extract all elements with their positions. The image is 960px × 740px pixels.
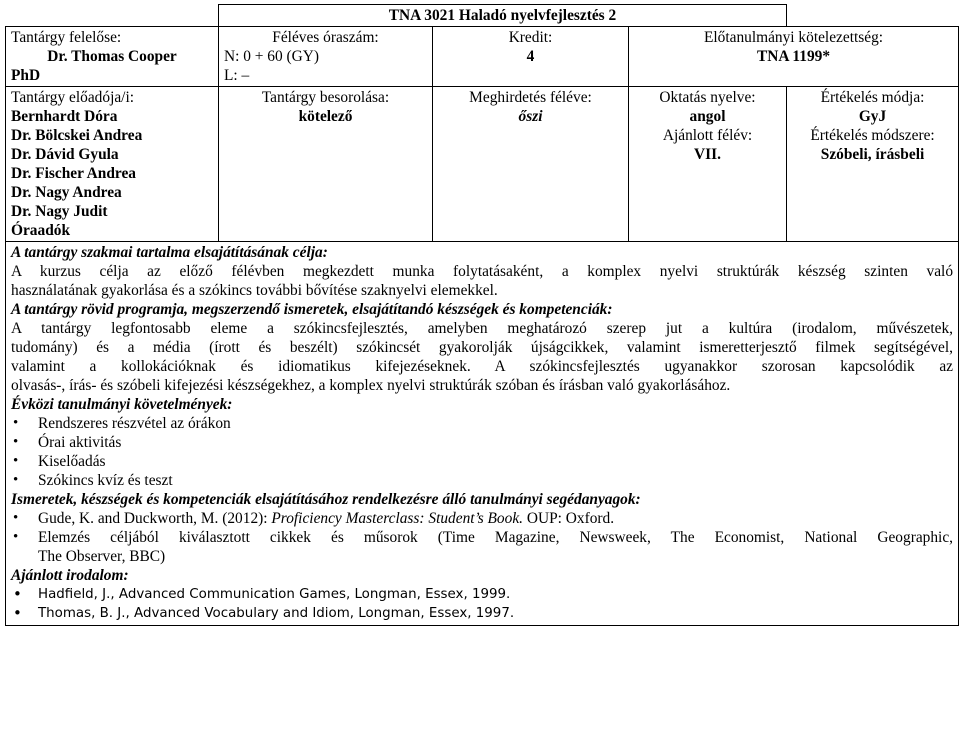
responsible-name: Dr. Thomas Cooper — [47, 48, 177, 65]
requirements-list — [11, 414, 953, 490]
list-item: • Hadfield, J., Advanced Communication Games, Longman, Essex, 1999. — [11, 585, 953, 604]
course-content-cell — [6, 242, 959, 626]
responsible-degree: PhD — [11, 67, 41, 84]
responsible-label: Tantárgy felelőse: — [11, 29, 122, 46]
list-item: • Thomas, B. J., Advanced Vocabulary and Idiom, Longman, Essex, 1997. — [11, 604, 953, 623]
hours-l: L: – — [224, 67, 250, 84]
list-item: • Szókincs kvíz és teszt — [11, 471, 953, 490]
language-value: angol — [689, 108, 726, 125]
program-text-line: olvasás-, írás- és szóbeli kifejezési készségekhez, a komplex nyelvi struktúrák szóban és írásban való gyakorlásához. — [11, 377, 731, 394]
classification-cell — [219, 87, 433, 242]
list-item: • Rendszeres részvétel az órákon — [11, 414, 953, 433]
responsible-cell — [6, 27, 219, 87]
material-line: • Elemzés céljából kiválasztott cikkek és műsorok (Time Magazine, Newsweek, The Economist, National Geographic, — [38, 529, 954, 546]
credit-label: Kredit: — [508, 29, 553, 46]
language-label: Oktatás nyelve: — [659, 89, 756, 106]
lecturers-label: Tantárgy előadója/i: — [11, 89, 135, 106]
hours-n: N: 0 + 60 (GY) — [224, 48, 320, 65]
credit-cell — [433, 27, 629, 87]
material-publisher: OUP: Oxford. — [523, 510, 615, 527]
goal-text-line: A kurzus célja az előző félévben megkezdett munka folytatásaként, a komplex nyelvi struktúrák készség szinten való — [11, 263, 954, 280]
evaluation-mode-value: GyJ — [858, 108, 887, 125]
semester-label: Meghirdetés féléve: — [469, 89, 592, 106]
credit-value: 4 — [526, 48, 535, 65]
lecturer-name: Dr. Dávid Gyula — [11, 146, 119, 163]
recommended-semester-value: VII. — [694, 146, 721, 163]
semester-cell — [433, 87, 629, 242]
lecturers-cell — [6, 87, 219, 242]
lecturer-name: Bernhardt Dóra — [11, 108, 118, 125]
lecturers-footer: Óraadók — [11, 222, 71, 239]
program-text-line: tudomány) és a média (írott és beszélt) szókincsét gyakorolják újságcikkek, valamint ismeretterjesztő filmek segítségével, — [11, 339, 954, 356]
lecturer-name: Dr. Fischer Andrea — [11, 165, 136, 182]
program-text-line: A tantárgy legfontosabb eleme a szókincsfejlesztés, amelyben meghatározó szerep jut a kultúra (irodalom, művészetek, — [11, 320, 954, 337]
course-description-table — [5, 4, 959, 626]
hours-label: Féléves óraszám: — [272, 29, 379, 46]
evaluation-method-label: Értékelés módszere: — [810, 127, 935, 144]
program-text-line: valamint a kollokációknak és idiomatikus kifejezéseknek. A szókincsfejlesztés ugyanakkor szorosan kapcsolódik az — [11, 358, 954, 375]
classification-value: kötelező — [298, 108, 353, 125]
language-cell — [629, 87, 787, 242]
lecturer-name: Dr. Bölcskei Andrea — [11, 127, 143, 144]
list-item — [11, 509, 953, 528]
list-item: • Órai aktivitás — [11, 433, 953, 452]
evaluation-method-value: Szóbeli, írásbeli — [820, 146, 925, 163]
requirements-heading: Évközi tanulmányi követelmények: — [11, 396, 233, 413]
course-title: TNA 3021 Haladó nyelvfejlesztés 2 — [219, 5, 787, 27]
materials-list — [11, 509, 953, 566]
material-author: Gude, K. and Duckworth, M. (2012): — [38, 510, 272, 527]
literature-heading: Ajánlott irodalom: — [11, 567, 129, 584]
lecturer-name: Dr. Nagy Andrea — [11, 184, 122, 201]
prereq-label: Előtanulmányi kötelezettség: — [703, 29, 884, 46]
goal-heading: A tantárgy szakmai tartalma elsajátításának célja: — [11, 244, 328, 261]
classification-label: Tantárgy besorolása: — [261, 89, 390, 106]
evaluation-cell — [787, 87, 959, 242]
evaluation-mode-label: Értékelés módja: — [820, 89, 925, 106]
prereq-value: TNA 1199* — [756, 48, 831, 65]
list-item — [11, 528, 953, 566]
goal-text-line: használatának gyakorlása és a szókincs további bővítése szaknyelvi elemekkel. — [11, 282, 498, 299]
material-line: The Observer, BBC) — [38, 548, 166, 565]
program-heading: A tantárgy rövid programja, megszerzendő ismeretek, elsajátítandó készségek és kompetenciák: — [11, 301, 613, 318]
hours-cell — [219, 27, 433, 87]
recommended-semester-label: Ajánlott félév: — [662, 127, 753, 144]
prereq-cell — [629, 27, 959, 87]
material-book-title: Proficiency Masterclass: Student’s Book. — [271, 510, 523, 527]
lecturer-name: Dr. Nagy Judit — [11, 203, 108, 220]
literature-list — [11, 585, 953, 623]
list-item: • Kiselőadás — [11, 452, 953, 471]
materials-heading: Ismeretek, készségek és kompetenciák elsajátításához rendelkezésre álló tanulmányi segédanyagok: — [11, 491, 641, 508]
semester-value: őszi — [518, 108, 543, 125]
